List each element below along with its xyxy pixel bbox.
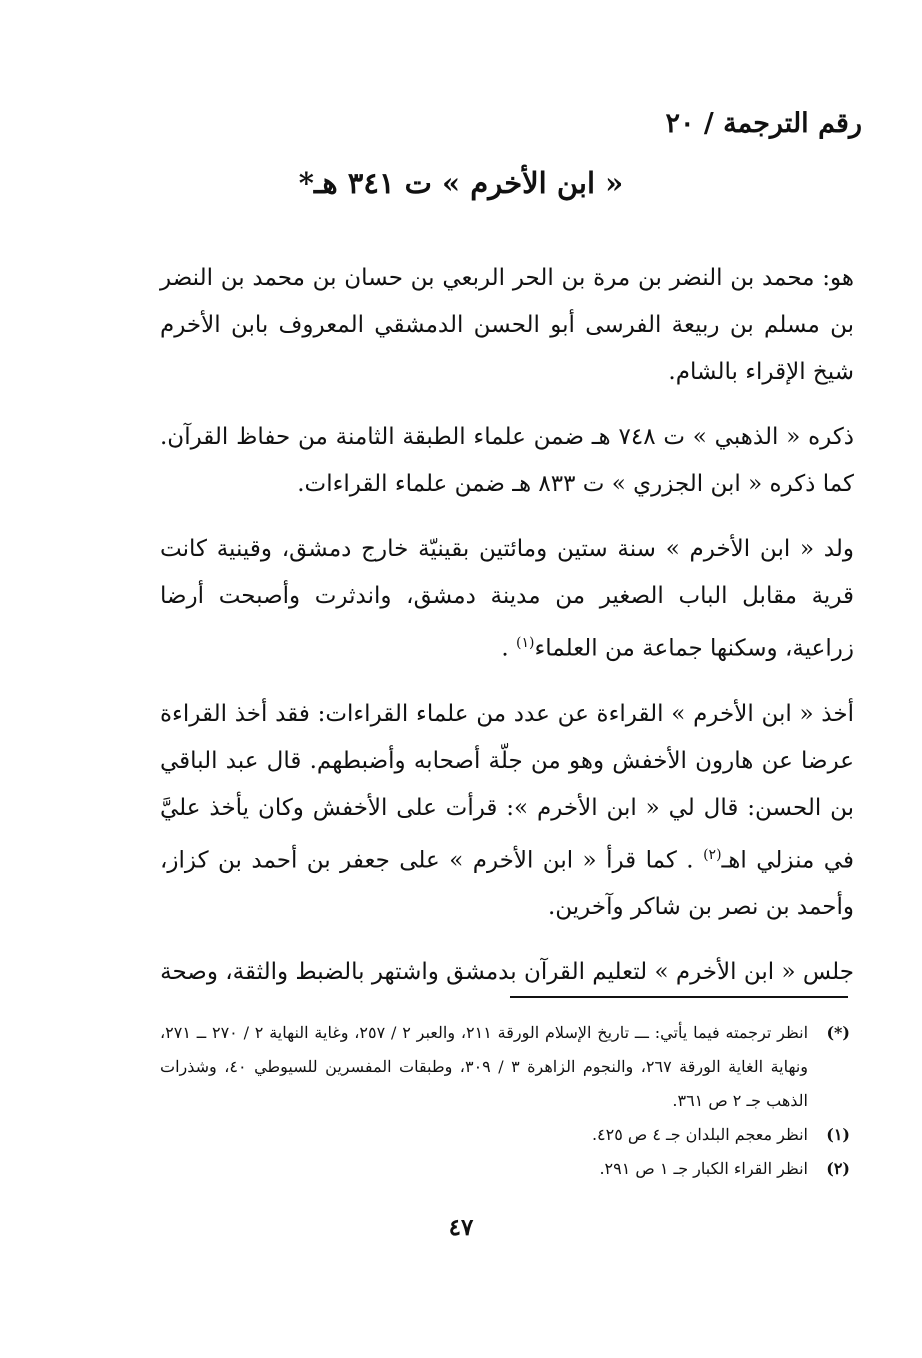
footnote-text: انظر القراء الكبار جـ ١ ص ٢٩١. [599, 1159, 808, 1178]
footnote-divider [510, 996, 848, 998]
footnote-ref-2[interactable]: (٢) [703, 846, 722, 863]
paragraph-identity: هو: محمد بن النضر بن مرة بن الحر الربعي بن حسان بن محمد بن النضر بن مسلم بن ربيعة الفرسى أبو الحسن الدمشقي المعروف بابن الأخرم شيخ الإقراء بالشام. [160, 265, 854, 385]
footnote-ref-1[interactable]: (١) [516, 635, 535, 651]
footnote-marker: (٢) [826, 1159, 850, 1178]
page-number: ٤٧ [448, 1214, 474, 1241]
footnote-marker: (*) [826, 1023, 850, 1042]
footnote-1 [160, 1118, 850, 1152]
paragraph-mentions: ذكره « الذهبي » ت ٧٤٨ هـ ضمن علماء الطبقة الثامنة من حفاظ القرآن. كما ذكره « ابن الجزري » ت ٨٣٣ هـ ضمن علماء القراءات. [160, 424, 855, 497]
footnote-2 [160, 1152, 850, 1186]
paragraph-teachers-cont: . كما قرأ « ابن الأخرم » على جعفر بن أحمد بن كزاز، وأحمد بن نصر بن شاكر وآخرين. [160, 847, 854, 921]
entry-number-heading: رقم الترجمة / ٢٠ [665, 108, 862, 139]
footnotes-section [160, 1016, 850, 1186]
footnote-text: انظر ترجمته فيما يأتي: ـــ تاريخ الإسلام الورقة ٢١١، والعبر ٢ / ٢٥٧، وغاية النهاية ٢ / ٢٧٠ ــ ٢٧١، ونهاية الغاية الورقة ٢٦٧، والنجوم الزاهرة ٣ / ٣٠٩، وطبقات المفسرين للسيوطي ٤٠، وشذرات الذهب جـ ٢ ص ٣٦١. [160, 1023, 809, 1110]
entry-title: « ابن الأخرم » ت ٣٤١ هـ* [298, 166, 624, 200]
body-text [160, 255, 854, 1014]
paragraph-birth-end: . [501, 635, 516, 662]
paragraph-teachers-text: أخذ « ابن الأخرم » القراءة عن عدد من علماء القراءات: فقد أخذ القراءة عرضا عن هارون الأخفش وهو من جلّة أصحابه وأضبطهم. قال عبد الباقي بن الحسن: قال لي « ابن الأخرم »: قرأت على الأخفش وكان يأخذ عليَّ في منزلي اهـ [160, 700, 854, 874]
paragraph-teachers [160, 691, 854, 932]
footnote-marker: (١) [826, 1125, 850, 1144]
paragraph-teaching: جلس « ابن الأخرم » لتعليم القرآن بدمشق واشتهر بالضبط والثقة، وصحة [160, 959, 854, 986]
footnote-text: انظر معجم البلدان جـ ٤ ص ٤٢٥. [591, 1125, 808, 1144]
footnote-star [160, 1016, 850, 1118]
paragraph-birth-text: ولد « ابن الأخرم » سنة ستين ومائتين بقينيّة خارج دمشق، وقينية كانت قرية مقابل الباب الصغير من مدينة دمشق، واندثرت وأصبحت أرضا زراعية، وسكنها جماعة من العلماء [160, 536, 854, 662]
paragraph-birth [160, 526, 854, 673]
